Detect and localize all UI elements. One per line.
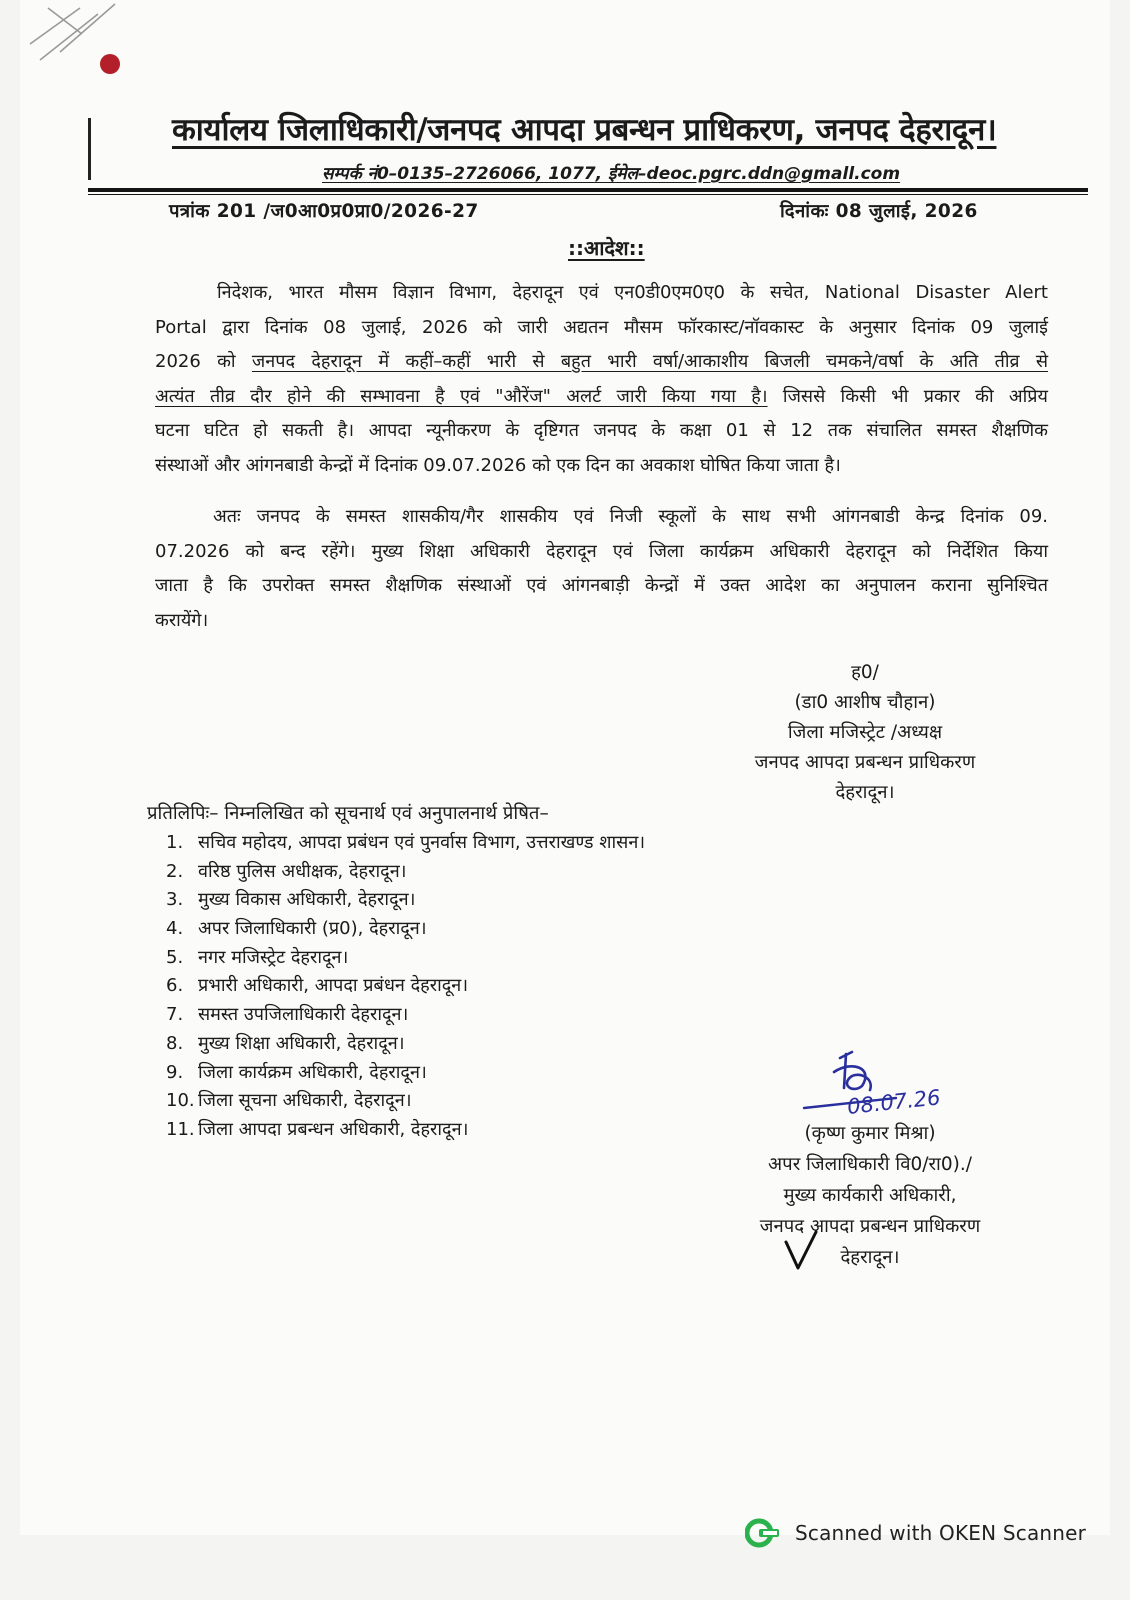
signatory-designation: जिला मजिस्ट्रेट /अध्यक्ष (787, 722, 943, 743)
list-item (166, 829, 645, 858)
item-text: प्रभारी अधिकारी, आपदा प्रबंधन देहरादून। (198, 975, 469, 997)
order-paragraph-1 (155, 276, 1048, 483)
order-paragraph-2 (155, 500, 1048, 638)
item-number: 10. (166, 1090, 195, 1112)
handwritten-initials (800, 1050, 975, 1120)
item-text: जिला सूचना अधिकारी, देहरादून। (198, 1090, 412, 1112)
signatory-authority: जनपद आपदा प्रबन्धन प्राधिकरण (754, 752, 976, 773)
list-item (166, 1030, 645, 1059)
margin-mark (88, 118, 91, 180)
signatory-block-1 (740, 658, 990, 808)
paragraph-line: Portal द्वारा दिनांक 08 जुलाई, 2026 को जारी अद्यतन मौसम फॉरकास्ट/नॉवकास्ट के अनुसार दिनांक 09 जुलाई (155, 316, 1048, 338)
list-item (166, 1059, 645, 1088)
signed-mark: ह0/ (851, 662, 879, 683)
handwritten-date: 08.07.26 (846, 1085, 942, 1119)
item-text: जिला कार्यक्रम अधिकारी, देहरादून। (198, 1061, 427, 1083)
paragraph-line: जाता है कि उपरोक्त समस्त शैक्षणिक संस्थाओं एवं आंगनबाड़ी केन्द्रों में उक्त आदेश का अनुपालन कराना सुनिश्चित (155, 575, 1048, 596)
list-item (166, 972, 645, 1001)
list-item (166, 1116, 645, 1145)
paragraph-line: 07.2026 को बन्द रहेंगे। मुख्य शिक्षा अधिकारी देहरादून एवं जिला कार्यक्रम अधिकारी देहरादून को निर्देशित किया (155, 540, 1048, 562)
item-text: मुख्य विकास अधिकारी, देहरादून। (198, 889, 416, 911)
tick-mark-icon (782, 1230, 822, 1272)
paragraph-line: घटना घटित हो सकती है। आपदा न्यूनीकरण के दृष्टिगत जनपद के कक्षा 01 से 12 तक संचालित समस्त शैक्षणिक (155, 420, 1048, 441)
item-number: 1. (166, 832, 184, 853)
item-number: 9. (166, 1061, 184, 1083)
item-number: 5. (166, 946, 184, 968)
item-number: 8. (166, 1032, 184, 1054)
underlined-text: अत्यंत तीव्र दौर होने की सम्भावना है एवं "औरेंज" अलर्ट जारी किया गया है। (155, 385, 768, 407)
list-item (166, 915, 645, 944)
item-text: समस्त उपजिलाधिकारी देहरादून। (198, 1004, 409, 1026)
document-page (20, 0, 1110, 1535)
order-heading: ::आदेश:: (568, 236, 645, 260)
item-number: 4. (166, 918, 184, 940)
item-text: अपर जिलाधिकारी (प्र0), देहरादून। (198, 918, 427, 940)
office-title: कार्यालय जिलाधिकारी/जनपद आपदा प्रबन्धन प्राधिकरण, जनपद देहरादून। (172, 112, 997, 148)
paragraph-line: संस्थाओं और आंगनबाडी केन्द्रों में दिनांक 09.07.2026 को एक दिन का अवकाश घोषित किया जाता है। (155, 454, 841, 476)
signatory-designation: अपर जिलाधिकारी वि0/रा0)./ (768, 1154, 972, 1175)
signatory-name: (कृष्ण कुमार मिश्रा) (804, 1123, 936, 1144)
list-item (166, 858, 645, 887)
signatory-place: देहरादून। (840, 1247, 900, 1268)
underlined-text: जनपद देहरादून में कहीं–कहीं भारी से बहुत भारी वर्षा/आकाशीय बिजली चमकने/वर्षा के अति तीव्र से (251, 351, 1048, 372)
item-text: सचिव महोदय, आपदा प्रबंधन एवं पुनर्वास विभाग, उत्तराखण्ड शासन। (198, 832, 646, 853)
header-rule-thin (88, 194, 1088, 195)
item-text: नगर मजिस्ट्रेट देहरादून। (198, 946, 349, 968)
oken-scanner-logo-icon (745, 1518, 781, 1548)
binding-thread-icon (20, 0, 160, 90)
signatory-authority: जनपद आपदा प्रबन्धन प्राधिकरण (759, 1216, 981, 1237)
signatory-designation: मुख्य कार्यकारी अधिकारी, (783, 1185, 957, 1206)
scanner-text: Scanned with OKEN Scanner (795, 1521, 1087, 1545)
paragraph-line: निदेशक, भारत मौसम विज्ञान विभाग, देहरादून एवं एन0डी0एम0ए0 के सचेत, National Disaster Alert (217, 282, 1048, 303)
letter-date: दिनांकः 08 जुलाई, 2026 (780, 201, 978, 222)
paragraph-line (155, 380, 1048, 415)
item-number: 11. (166, 1118, 195, 1140)
paragraph-text: 2026 को (155, 351, 252, 372)
letter-number: पत्रांक 201 /ज0आ0प्र0प्रा0/2026-27 (169, 201, 479, 222)
list-item (166, 886, 645, 915)
contact-line: सम्पर्क नं0–0135–2726066, 1077, ईमेल–deoc.pgrc.ddn@gmall.com (322, 164, 901, 184)
paragraph-line: अतः जनपद के समस्त शासकीय/गैर शासकीय एवं निजी स्कूलों के साथ सभी आंगनबाडी केन्द्र दिनांक 09. (213, 506, 1048, 527)
item-number: 7. (166, 1004, 184, 1026)
signatory-block-2 (735, 1118, 1005, 1273)
item-number: 3. (166, 889, 184, 911)
item-text: वरिष्ठ पुलिस अधीक्षक, देहरादून। (198, 860, 407, 882)
list-item (166, 1001, 645, 1030)
item-number: 2. (166, 860, 184, 882)
paragraph-line (155, 345, 1048, 380)
item-text: जिला आपदा प्रबन्धन अधिकारी, देहरादून। (198, 1118, 469, 1140)
signatory-name: (डा0 आशीष चौहान) (794, 692, 936, 713)
item-number: 6. (166, 975, 184, 997)
scanner-watermark (745, 1517, 1086, 1549)
item-text: मुख्य शिक्षा अधिकारी, देहरादून। (198, 1032, 405, 1054)
signatory-place: देहरादून। (835, 782, 895, 803)
header-rule-thick (88, 188, 1088, 192)
list-item (166, 1087, 645, 1116)
copy-to-list (166, 829, 645, 1145)
copy-to-heading: प्रतिलिपिः– निम्नलिखित को सूचनार्थ एवं अनुपालनार्थ प्रेषित– (147, 803, 549, 824)
list-item (166, 944, 645, 973)
paragraph-line: करायेंगे। (155, 609, 209, 631)
paragraph-text: जिससे किसी भी प्रकार की अप्रिय (767, 385, 1048, 407)
